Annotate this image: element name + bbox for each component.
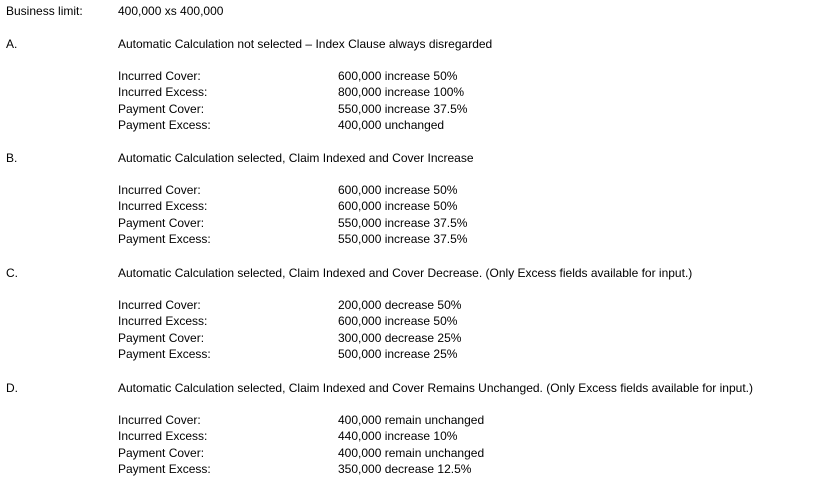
list-item (0, 330, 824, 346)
list-item (0, 346, 824, 362)
row-value: 300,000 decrease 25% (338, 330, 462, 345)
row-label: Incurred Excess: (118, 314, 208, 329)
list-item (0, 297, 824, 313)
row-value: 400,000 remain unchanged (338, 445, 485, 460)
section-letter: C. (6, 266, 18, 280)
row-label: Payment Excess: (118, 346, 211, 361)
list-item (0, 313, 824, 329)
list-item (0, 215, 824, 231)
list-item (0, 198, 824, 214)
row-value: 600,000 increase 50% (338, 314, 458, 329)
row-label: Incurred Excess: (118, 199, 208, 214)
section-description: Automatic Calculation selected, Claim Indexed and Cover Increase (118, 151, 474, 165)
row-label: Incurred Cover: (118, 69, 201, 83)
section-description: Automatic Calculation selected, Claim Indexed and Cover Remains Unchanged. (Only Excess fields available for input.) (118, 381, 753, 395)
list-item (0, 412, 824, 428)
row-label: Payment Cover: (118, 101, 205, 116)
row-value: 200,000 decrease 50% (338, 298, 462, 312)
section-letter: B. (6, 151, 18, 165)
section-description: Automatic Calculation selected, Claim Indexed and Cover Decrease. (Only Excess fields available for input.) (118, 266, 693, 280)
row-value: 600,000 increase 50% (338, 69, 458, 83)
list-item (0, 68, 824, 84)
section-letter: A. (6, 37, 18, 51)
row-label: Payment Excess: (118, 117, 211, 132)
row-value: 550,000 increase 37.5% (338, 231, 468, 246)
list-item (0, 117, 824, 133)
row-label: Incurred Cover: (118, 183, 201, 197)
row-label: Payment Excess: (118, 461, 211, 476)
row-value: 400,000 unchanged (338, 117, 445, 132)
list-item (0, 84, 824, 100)
row-label: Incurred Excess: (118, 85, 208, 100)
row-value: 440,000 increase 10% (338, 429, 458, 444)
row-value: 800,000 increase 100% (338, 85, 465, 100)
row-label: Incurred Excess: (118, 429, 208, 444)
row-value: 600,000 increase 50% (338, 199, 458, 214)
row-label: Incurred Cover: (118, 413, 201, 427)
list-item (0, 231, 824, 247)
business-limit-label: Business limit: (6, 4, 83, 18)
section-rows (0, 412, 824, 477)
section-rows (0, 297, 824, 362)
business-limit-value: 400,000 xs 400,000 (118, 4, 224, 18)
section-rows (0, 182, 824, 247)
row-label: Payment Excess: (118, 231, 211, 246)
row-value: 350,000 decrease 12.5% (338, 461, 472, 476)
row-value: 550,000 increase 37.5% (338, 215, 468, 230)
row-label: Payment Cover: (118, 445, 205, 460)
section-letter: D. (6, 381, 18, 395)
row-label: Incurred Cover: (118, 298, 201, 312)
list-item (0, 461, 824, 477)
section-rows (0, 68, 824, 133)
list-item (0, 101, 824, 117)
section-description: Automatic Calculation not selected – Index Clause always disregarded (118, 37, 493, 51)
list-item (0, 182, 824, 198)
list-item (0, 445, 824, 461)
row-value: 500,000 increase 25% (338, 346, 458, 361)
row-label: Payment Cover: (118, 215, 205, 230)
row-value: 600,000 increase 50% (338, 183, 458, 197)
row-value: 550,000 increase 37.5% (338, 101, 468, 116)
row-label: Payment Cover: (118, 330, 205, 345)
list-item (0, 428, 824, 444)
row-value: 400,000 remain unchanged (338, 413, 485, 427)
